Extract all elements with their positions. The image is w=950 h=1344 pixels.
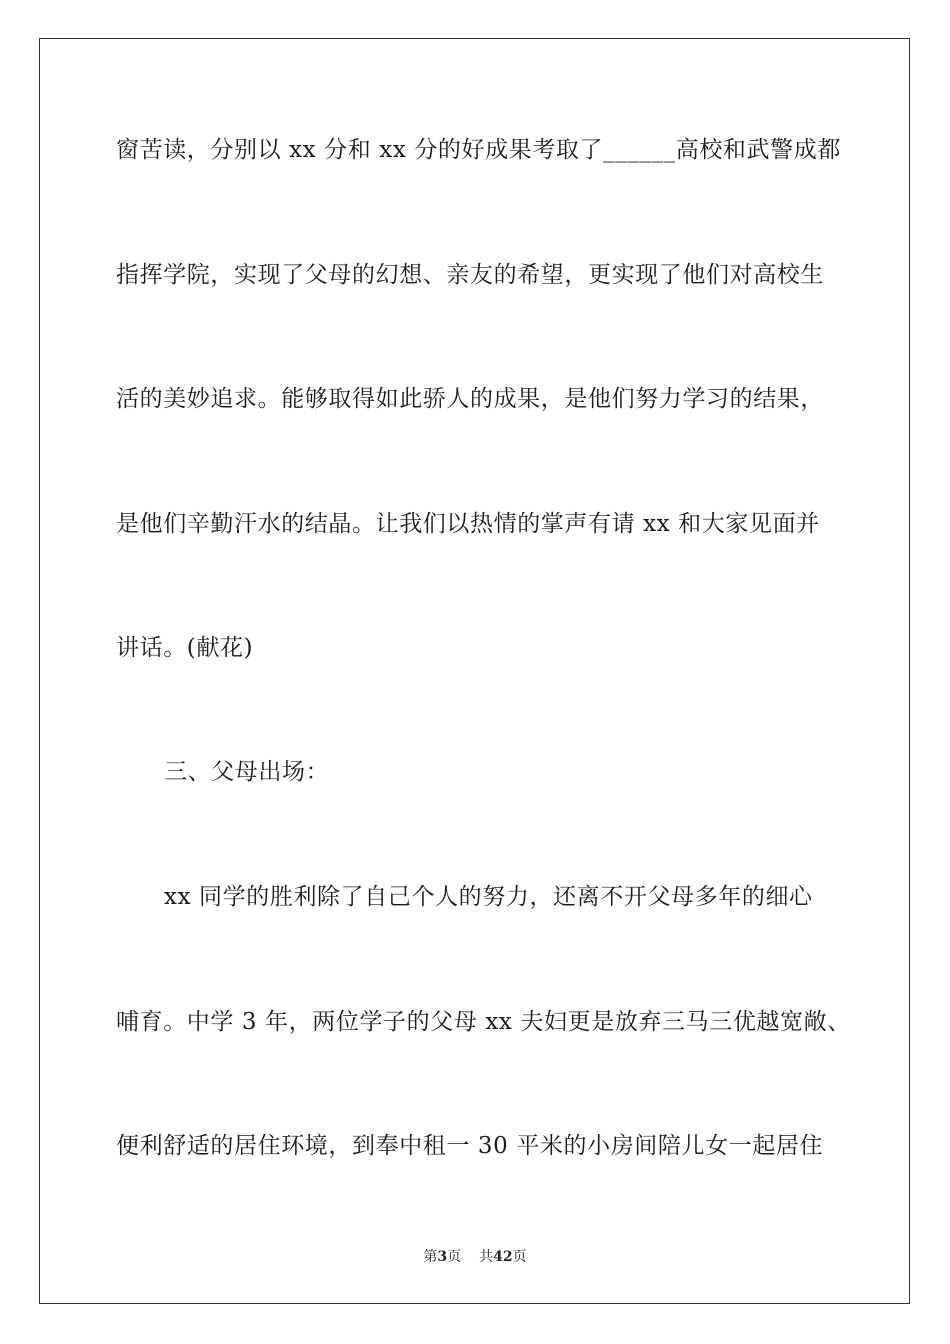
page-total: 42 [493,1249,513,1265]
text-line-1: 窗苦读，分别以 xx 分和 xx 分的好成果考取了______高校和武警成都 [116,137,841,163]
page-prefix: 第 [423,1249,438,1265]
total-suffix: 页 [512,1249,527,1265]
text-line-4: 是他们辛勤汗水的结晶。让我们以热情的掌声有请 xx 和大家见面并 [116,511,820,537]
text-line-5: 讲话。(献花) [116,635,254,661]
page-border [39,38,910,1304]
text-line-9: 便利舒适的居住环境，到奉中租一 30 平米的小房间陪儿女一起居住 [116,1133,824,1159]
page-footer [0,1248,950,1266]
text-line-8: 哺育。中学 3 年，两位学子的父母 xx 夫妇更是放弃三马三优越宽敞、 [116,1009,851,1035]
section-heading: 三、父母出场： [164,759,330,785]
text-line-3: 活的美妙追求。能够取得如此骄人的成果，是他们努力学习的结果， [116,386,824,412]
page-current: 3 [437,1249,448,1265]
text-line-7: xx 同学的胜利除了自己个人的努力，还离不开父母多年的细心 [164,884,813,910]
page-suffix: 页 [447,1249,462,1265]
text-line-2: 指挥学院，实现了父母的幻想、亲友的希望，更实现了他们对高校生 [116,262,824,288]
total-prefix: 共 [479,1249,494,1265]
